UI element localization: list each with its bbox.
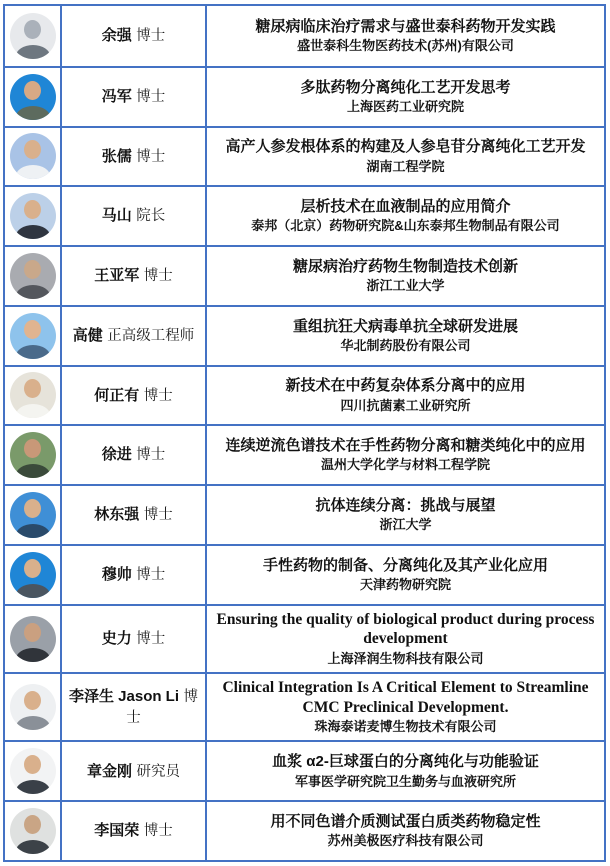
talk-cell: [205, 486, 604, 544]
speaker-photo: [10, 13, 56, 59]
table-row: [5, 672, 604, 740]
speaker-name: 史力: [101, 630, 132, 648]
speaker-name: 章金刚: [87, 762, 133, 780]
speaker-affiliation: 湖南工程学院: [366, 158, 445, 174]
speaker-schedule-table: [3, 4, 606, 862]
talk-title: 层析技术在血液制品的应用简介: [300, 198, 511, 216]
photo-cell: [5, 674, 60, 740]
speaker-name: 张儒: [101, 147, 132, 165]
talk-title: 血浆 α2-巨球蛋白的分离纯化与功能验证: [272, 753, 539, 771]
photo-cell: [5, 802, 60, 860]
avatar-head-shape: [24, 755, 41, 774]
photo-cell: [5, 68, 60, 126]
talk-title: 新技术在中药复杂体系分离中的应用: [285, 377, 526, 395]
speaker-cell: [60, 128, 205, 186]
table-row: [5, 740, 604, 800]
speaker-cell: [60, 486, 205, 544]
table-row: [5, 126, 604, 186]
speaker-affiliation: 泰邦（北京）药物研究院&山东泰邦生物制品有限公司: [251, 218, 560, 234]
talk-cell: [205, 6, 604, 66]
talk-cell: [205, 802, 604, 860]
talk-cell: [205, 187, 604, 245]
speaker-affiliation: 珠海泰诺麦博生物技术有限公司: [314, 719, 497, 735]
avatar-head-shape: [24, 81, 41, 100]
speaker-name: 马山: [101, 207, 132, 225]
speaker-affiliation: 浙江工业大学: [366, 278, 445, 294]
photo-cell: [5, 546, 60, 604]
speaker-role: 博士: [143, 268, 173, 285]
photo-cell: [5, 367, 60, 425]
speaker-cell: [60, 802, 205, 860]
speaker-cell: [60, 307, 205, 365]
avatar-head-shape: [24, 815, 41, 834]
avatar-body-shape: [16, 345, 50, 359]
speaker-role: 博士: [126, 688, 198, 727]
table-row: [5, 245, 604, 305]
table-row: [5, 544, 604, 604]
photo-cell: [5, 187, 60, 245]
speaker-affiliation: 上海泽润生物科技有限公司: [327, 650, 484, 666]
avatar-head-shape: [24, 559, 41, 578]
speaker-affiliation: 军事医学研究院卫生勤务与血液研究所: [294, 773, 516, 789]
speaker-photo: [10, 552, 56, 598]
speaker-photo: [10, 193, 56, 239]
photo-cell: [5, 128, 60, 186]
speaker-photo: [10, 492, 56, 538]
speaker-affiliation: 华北制药股份有限公司: [340, 337, 471, 353]
table-row: [5, 185, 604, 245]
avatar-head-shape: [24, 499, 41, 518]
avatar-body-shape: [16, 840, 50, 854]
photo-cell: [5, 247, 60, 305]
talk-cell: [205, 674, 604, 740]
speaker-cell: [60, 742, 205, 800]
table-row: [5, 604, 604, 672]
speaker-cell: [60, 426, 205, 484]
speaker-name: 徐进: [101, 446, 132, 464]
photo-cell: [5, 6, 60, 66]
photo-cell: [5, 606, 60, 672]
speaker-role: 博士: [136, 631, 166, 648]
speaker-cell: [60, 68, 205, 126]
speaker-cell: [60, 606, 205, 672]
speaker-photo: [10, 432, 56, 478]
speaker-photo: [10, 372, 56, 418]
avatar-body-shape: [16, 464, 50, 478]
photo-cell: [5, 426, 60, 484]
talk-cell: [205, 742, 604, 800]
speaker-cell: [60, 674, 205, 740]
table-row: [5, 424, 604, 484]
talk-cell: [205, 606, 604, 672]
speaker-affiliation: 浙江大学: [379, 517, 432, 533]
avatar-body-shape: [16, 404, 50, 418]
avatar-body-shape: [16, 225, 50, 239]
talk-title: 连续逆流色谱技术在手性药物分离和糖类纯化中的应用: [225, 437, 586, 455]
speaker-name: 李国荣: [94, 822, 140, 840]
speaker-role: 正高级工程师: [107, 327, 195, 344]
table-row: [5, 6, 604, 66]
speaker-cell: [60, 367, 205, 425]
avatar-body-shape: [16, 106, 50, 120]
speaker-role: 博士: [143, 387, 173, 404]
speaker-photo: [10, 684, 56, 730]
avatar-head-shape: [24, 691, 41, 710]
talk-cell: [205, 367, 604, 425]
avatar-head-shape: [24, 623, 41, 642]
avatar-head-shape: [24, 140, 41, 159]
speaker-name: 余强: [101, 27, 132, 45]
speaker-affiliation: 苏州美极医疗科技有限公司: [327, 833, 484, 849]
speaker-affiliation: 盛世泰科生物医药技术(苏州)有限公司: [297, 38, 514, 54]
avatar-head-shape: [24, 379, 41, 398]
speaker-role: 博士: [136, 88, 166, 105]
talk-title: 高产人参发根体系的构建及人参皂苷分离纯化工艺开发: [225, 138, 586, 156]
speaker-affiliation: 上海医药工业研究院: [346, 98, 464, 114]
speaker-role: 博士: [136, 148, 166, 165]
avatar-head-shape: [24, 320, 41, 339]
talk-cell: [205, 68, 604, 126]
speaker-name: 何正有: [94, 386, 140, 404]
talk-cell: [205, 307, 604, 365]
avatar-body-shape: [16, 648, 50, 662]
speaker-name: 李泽生 Jason Li: [69, 687, 180, 705]
speaker-role: 博士: [143, 507, 173, 524]
talk-cell: [205, 546, 604, 604]
speaker-role: 博士: [143, 823, 173, 840]
table-row: [5, 365, 604, 425]
talk-cell: [205, 128, 604, 186]
speaker-role: 博士: [136, 566, 166, 583]
speaker-role: 院长: [136, 208, 166, 225]
photo-cell: [5, 307, 60, 365]
speaker-photo: [10, 313, 56, 359]
talk-title: 多肽药物分离纯化工艺开发思考: [300, 78, 511, 96]
talk-title: Clinical Integration Is A Critical Element to Streamline CMC Preclinical Development.: [222, 679, 589, 716]
talk-title: 抗体连续分离：挑战与展望: [315, 496, 496, 514]
speaker-photo: [10, 253, 56, 299]
speaker-cell: [60, 546, 205, 604]
table-row: [5, 484, 604, 544]
table-row: [5, 800, 604, 860]
speaker-name: 林东强: [94, 506, 140, 524]
speaker-name: 冯军: [101, 87, 132, 105]
avatar-body-shape: [16, 716, 50, 730]
talk-cell: [205, 247, 604, 305]
avatar-body-shape: [16, 524, 50, 538]
speaker-photo: [10, 74, 56, 120]
avatar-head-shape: [24, 20, 41, 39]
avatar-head-shape: [24, 260, 41, 279]
photo-cell: [5, 486, 60, 544]
photo-cell: [5, 742, 60, 800]
speaker-name: 穆帅: [101, 565, 132, 583]
speaker-cell: [60, 247, 205, 305]
avatar-head-shape: [24, 439, 41, 458]
speaker-photo: [10, 616, 56, 662]
speaker-name: 高健: [72, 326, 103, 344]
speaker-affiliation: 天津药物研究院: [359, 576, 451, 592]
avatar-body-shape: [16, 285, 50, 299]
avatar-body-shape: [16, 584, 50, 598]
speaker-photo: [10, 748, 56, 794]
speaker-cell: [60, 187, 205, 245]
talk-cell: [205, 426, 604, 484]
talk-title: 手性药物的制备、分离纯化及其产业化应用: [262, 556, 548, 574]
avatar-head-shape: [24, 200, 41, 219]
table-row: [5, 305, 604, 365]
avatar-body-shape: [16, 780, 50, 794]
talk-title: 糖尿病治疗药物生物制造技术创新: [292, 257, 518, 275]
talk-title: 重组抗狂犬病毒单抗全球研发进展: [292, 317, 518, 335]
speaker-photo: [10, 808, 56, 854]
speaker-name: 王亚军: [94, 267, 140, 285]
speaker-role: 博士: [136, 447, 166, 464]
avatar-body-shape: [16, 165, 50, 179]
talk-title: Ensuring the quality of biological product during process development: [216, 611, 595, 648]
speaker-role: 研究员: [136, 763, 180, 780]
speaker-photo: [10, 133, 56, 179]
speaker-role: 博士: [136, 28, 166, 45]
speaker-affiliation: 温州大学化学与材料工程学院: [320, 457, 490, 473]
avatar-body-shape: [16, 45, 50, 59]
table-row: [5, 66, 604, 126]
speaker-affiliation: 四川抗菌素工业研究所: [340, 397, 471, 413]
talk-title: 糖尿病临床治疗需求与盛世泰科药物开发实践: [255, 17, 556, 35]
talk-title: 用不同色谱介质测试蛋白质类药物稳定性: [270, 813, 541, 831]
speaker-cell: [60, 6, 205, 66]
